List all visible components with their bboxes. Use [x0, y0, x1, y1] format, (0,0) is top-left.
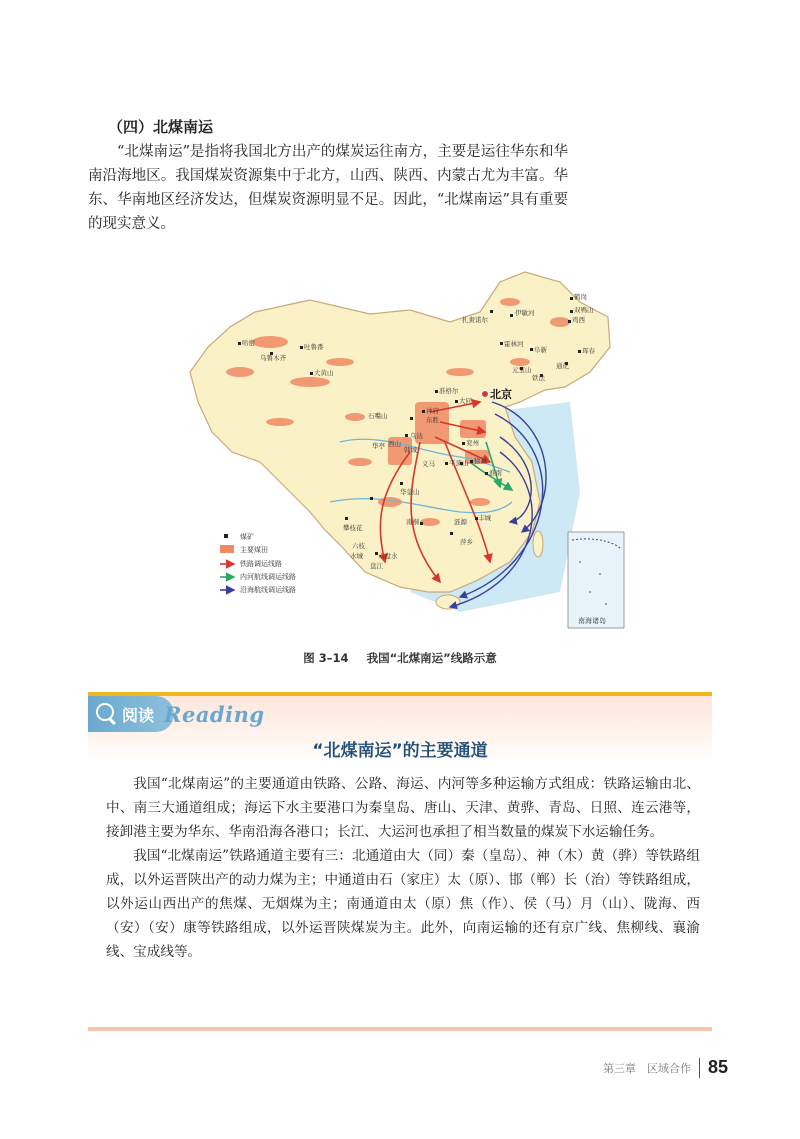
- place-label: 兖州: [466, 439, 479, 447]
- place-label: 平顶山: [449, 459, 469, 467]
- figure-number: 图 3–14: [303, 651, 349, 665]
- place-label: 徐州: [474, 457, 487, 465]
- chapter-label: 第三章 区域合作: [602, 1061, 691, 1075]
- place-label: 神府: [426, 407, 439, 415]
- capital-marker: [482, 391, 489, 398]
- coal-transport-map: [160, 262, 638, 642]
- map-svg: [160, 262, 638, 642]
- page-footer: [603, 1057, 728, 1078]
- reading-bottom-bar: [88, 1027, 712, 1031]
- place-label: 萍乡: [460, 538, 473, 546]
- place-label: 涟源: [454, 518, 467, 526]
- place-label: 华蓥山: [400, 488, 420, 496]
- place-label: 大同: [459, 397, 472, 405]
- reading-tab: [88, 696, 174, 732]
- place-label: 淮南: [489, 469, 502, 477]
- south-china-sea-inset: [568, 532, 624, 628]
- intro-paragraph: “北煤南运”是指将我国北方出产的煤炭运往南方，主要是运往华东和华南沿海地区。我国煤炭资源集中于北方，山西、陕西、内蒙古尤为丰富。华东、华南地区经济发达，但煤炭资源明显不足。因此，“北煤南运”具有重要的现实意义。: [88, 144, 568, 232]
- place-label: 珲春: [582, 347, 595, 355]
- reading-paragraph: 我国“北煤南运”的主要通道由铁路、公路、海运、内河等多种运输方式组成：铁路运输由北、中、南三大通道组成；海运下水主要港口为秦皇岛、唐山、天津、黄骅、青岛、日照、连云港等，接卸港主要为华东、华南沿海各港口；长江、大运河也承担了相当数量的煤炭下水运输任务。: [106, 776, 700, 840]
- capital-label: 北京: [490, 388, 512, 401]
- reading-en-label: Reading: [164, 702, 265, 727]
- reading-paragraph: 我国“北煤南运”铁路通道主要有三：北通道由大（同）秦（皇岛）、神（木）黄（骅）等铁路组成，以外运晋陕出产的动力煤为主；中通道由石（家庄）太（原）、邯（郸）长（治）等铁路组成，以外运山西出产的焦煤、无烟煤为主；南通道由太（原）焦（作）、侯（马）月（山）、陇海、西（安）（安）康等铁路组成，以外运晋陕煤炭为主。此外，向南运输的还有京广线、焦柳线、襄渝线、宝成线等。: [106, 848, 700, 960]
- place-label: 水城: [350, 552, 363, 560]
- place-label: 阜新: [534, 346, 547, 354]
- place-label: 东胜: [426, 416, 439, 424]
- inset-label: 南海诸岛: [578, 617, 606, 625]
- figure-title: 我国“北煤南运”线路示意: [366, 651, 497, 665]
- reading-box: [88, 692, 712, 1032]
- place-label: 攀枝花: [343, 524, 363, 532]
- place-label: 准格尔: [439, 387, 459, 395]
- map-legend: [220, 532, 296, 594]
- reading-title: “北煤南运”的主要通道: [312, 741, 488, 761]
- place-label: 乌达: [410, 432, 423, 440]
- place-label: 铁法: [532, 374, 545, 382]
- legend-label: 主要煤田: [240, 546, 268, 554]
- legend-label: 沿海航线调运线路: [240, 586, 296, 594]
- legend-label: 内河航线调运线路: [240, 573, 296, 581]
- place-label: 通化: [556, 362, 569, 370]
- place-label: 双鸭山: [574, 306, 594, 314]
- page-number: 85: [707, 1057, 728, 1077]
- place-label: 盘江: [370, 562, 383, 570]
- place-label: 鹤岗: [574, 293, 587, 301]
- place-label: 乌鲁木齐: [260, 354, 286, 362]
- place-label: 石嘴山: [368, 412, 388, 420]
- footer-divider: [699, 1058, 700, 1078]
- place-label: 西山: [388, 440, 401, 448]
- place-label: 扎赉诺尔: [462, 316, 488, 324]
- place-label: 鸡西: [572, 316, 585, 324]
- place-label: 元宝山: [512, 366, 532, 374]
- place-label: 华亭: [372, 442, 385, 450]
- reading-tab-label: 阅读: [122, 706, 155, 725]
- legend-label: 铁路调运线路: [240, 560, 282, 568]
- figure-caption: [0, 650, 800, 666]
- magnifier-icon: [96, 703, 114, 721]
- place-label: 丰城: [478, 514, 491, 522]
- place-label: 霍林河: [504, 340, 524, 348]
- place-label: 南桐: [406, 518, 419, 526]
- place-label: 义马: [422, 460, 435, 468]
- taiwan-island: [533, 531, 543, 557]
- reading-body: [106, 772, 700, 964]
- place-label: 大黄山: [314, 369, 334, 377]
- legend-label: 煤矿: [240, 533, 254, 541]
- place-label: 吐鲁番: [304, 343, 324, 351]
- place-label: 六枝: [352, 542, 365, 550]
- place-label: 哈密: [242, 339, 255, 347]
- legend-coalfield-swatch: [220, 545, 234, 553]
- place-label: 韩城: [404, 446, 417, 454]
- place-label: 伊敏河: [515, 309, 535, 317]
- legend-mine-swatch: [224, 534, 228, 538]
- hainan-island: [436, 595, 460, 609]
- section-heading: （四）北煤南运: [108, 118, 214, 136]
- place-label: 六盘水: [378, 552, 398, 560]
